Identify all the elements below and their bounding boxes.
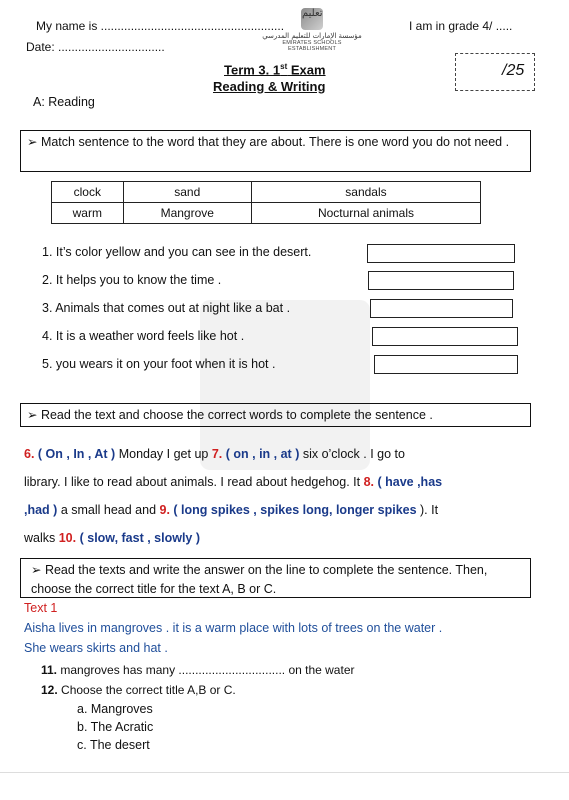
text-1-label: Text 1 — [24, 601, 58, 615]
logo-org-arabic: مؤسسة الإمارات للتعليم المدرسي — [262, 32, 362, 40]
watermark — [200, 300, 370, 470]
section-a-heading: A: Reading — [33, 95, 95, 109]
text-1-line-2: She wears skirts and hat . — [24, 641, 168, 655]
cloze-line-2: library. I like to read about animals. I read about hedgehog. It 8. ( have ,has — [24, 475, 443, 489]
question-12: 12. Choose the correct title A,B or C. — [41, 683, 236, 697]
question-11: 11. mangroves has many ................................ on the water — [41, 663, 355, 677]
options-10[interactable]: ( slow, fast , slowly ) — [79, 531, 201, 545]
instruction-match: ➢ Match sentence to the word that they are about. There is one word you do not need . — [20, 130, 531, 172]
answer-box-5[interactable] — [374, 355, 518, 374]
table-row — [52, 203, 481, 224]
instruction-choose: ➢ Read the text and choose the correct words to complete the sentence . — [20, 403, 531, 427]
question-5: 5. you wears it on your foot when it is hot . — [42, 357, 276, 371]
logo-org-english: EMIRATES SCHOOLS ESTABLISHMENT — [282, 40, 342, 52]
school-logo — [262, 8, 362, 52]
grade-line: I am in grade 4/ ..... — [409, 19, 513, 33]
word-cell: clock — [52, 182, 124, 203]
page-bottom-divider — [0, 772, 569, 773]
exam-title: Term 3. 1st Exam — [224, 62, 326, 78]
options-9[interactable]: ( long spikes , spikes long, longer spikes — [173, 503, 417, 517]
answer-box-1[interactable] — [367, 244, 515, 263]
option-a[interactable]: a. Mangroves — [77, 702, 153, 716]
question-4: 4. It is a weather word feels like hot . — [42, 329, 245, 343]
option-c[interactable]: c. The desert — [77, 738, 150, 752]
options-8-cont[interactable]: ,had ) — [24, 503, 58, 517]
options-6[interactable]: ( On , In , At ) — [37, 447, 116, 461]
answer-box-4[interactable] — [372, 327, 518, 346]
question-3: 3. Animals that comes out at night like a bat . — [42, 301, 291, 315]
options-7[interactable]: ( on , in , at ) — [225, 447, 300, 461]
text-1-line-1: Aisha lives in mangroves . it is a warm place with lots of trees on the water . — [24, 621, 443, 635]
date-line: Date: ................................ — [26, 40, 165, 54]
logo-arabic: تعليم — [302, 8, 323, 19]
cloze-line-1: 6. ( On , In , At ) Monday I get up 7. ( on , in , at ) six o’clock . I go to — [24, 447, 405, 461]
option-b[interactable]: b. The Acratic — [77, 720, 154, 734]
word-cell: Mangrove — [123, 203, 251, 224]
exam-subtitle: Reading & Writing — [213, 79, 326, 94]
word-cell: sandals — [251, 182, 480, 203]
word-cell: Nocturnal animals — [251, 203, 480, 224]
table-row — [52, 182, 481, 203]
word-cell: warm — [52, 203, 124, 224]
word-bank-table — [51, 181, 481, 224]
question-2: 2. It helps you to know the time . — [42, 273, 222, 287]
cloze-line-4: walks 10. ( slow, fast , slowly ) — [24, 531, 201, 545]
question-1: 1. It’s color yellow and you can see in the desert. — [42, 245, 312, 259]
word-cell: sand — [123, 182, 251, 203]
score-total: /25 — [502, 62, 525, 79]
options-8[interactable]: ( have ,has — [377, 475, 443, 489]
answer-box-2[interactable] — [368, 271, 514, 290]
cloze-line-3: ,had ) a small head and 9. ( long spikes , spikes long, longer spikes ). It — [24, 503, 439, 517]
name-line: My name is ....................................................... — [36, 19, 285, 33]
answer-box-3[interactable] — [370, 299, 513, 318]
instruction-read: ➢ Read the texts and write the answer on the line to complete the sentence. Then, choose the correct title for the text A, B or C. — [20, 558, 531, 598]
score-box — [455, 53, 535, 91]
